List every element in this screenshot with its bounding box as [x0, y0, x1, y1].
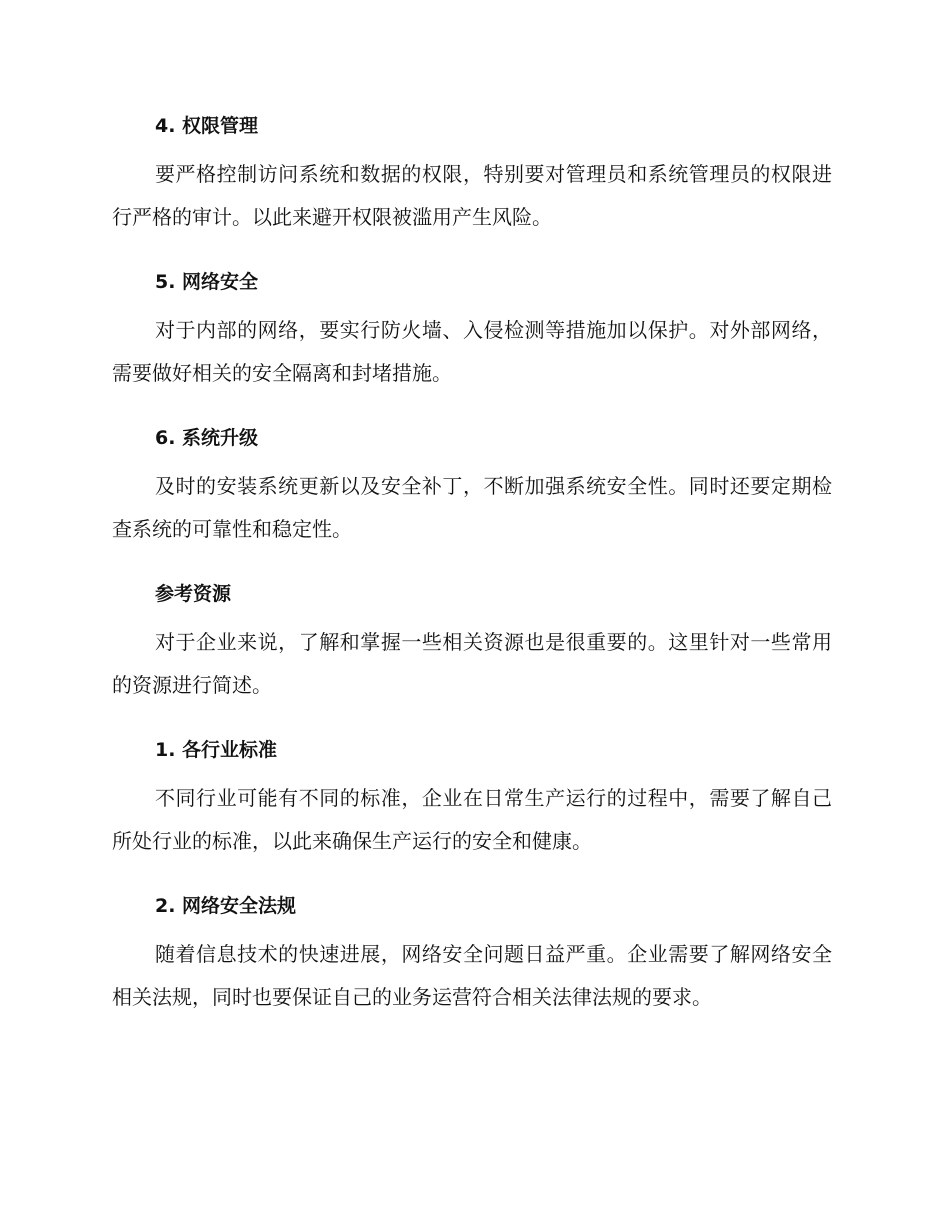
section-heading-permission-management: 4. 权限管理 [155, 115, 259, 137]
section-body-industry-standards: 不同行业可能有不同的标准，企业在日常生产运行的过程中，需要了解自己所处行业的标准，以此来确保生产运行的安全和健康。 [112, 786, 832, 853]
section-heading-reference-resources: 参考资源 [155, 583, 232, 605]
section-heading-network-security: 5. 网络安全 [155, 271, 259, 293]
section-body-permission-management: 要严格控制访问系统和数据的权限，特别要对管理员和系统管理员的权限进行严格的审计。以此来避开权限被滥用产生风险。 [112, 162, 832, 229]
section-heading-industry-standards: 1. 各行业标准 [155, 739, 278, 761]
document-body [112, 104, 832, 1040]
section-body-reference-resources: 对于企业来说，了解和掌握一些相关资源也是很重要的。这里针对一些常用的资源进行简述。 [112, 630, 832, 697]
section-heading-cybersecurity-regulations: 2. 网络安全法规 [155, 895, 297, 917]
section-body-network-security: 对于内部的网络，要实行防火墙、入侵检测等措施加以保护。对外部网络，需要做好相关的安全隔离和封堵措施。 [112, 318, 832, 385]
section-heading-system-upgrade: 6. 系统升级 [155, 427, 259, 449]
section-body-cybersecurity-regulations: 随着信息技术的快速进展，网络安全问题日益严重。企业需要了解网络安全相关法规，同时也要保证自己的业务运营符合相关法律法规的要求。 [112, 942, 832, 1009]
section-body-system-upgrade: 及时的安装系统更新以及安全补丁，不断加强系统安全性。同时还要定期检查系统的可靠性和稳定性。 [112, 474, 832, 541]
